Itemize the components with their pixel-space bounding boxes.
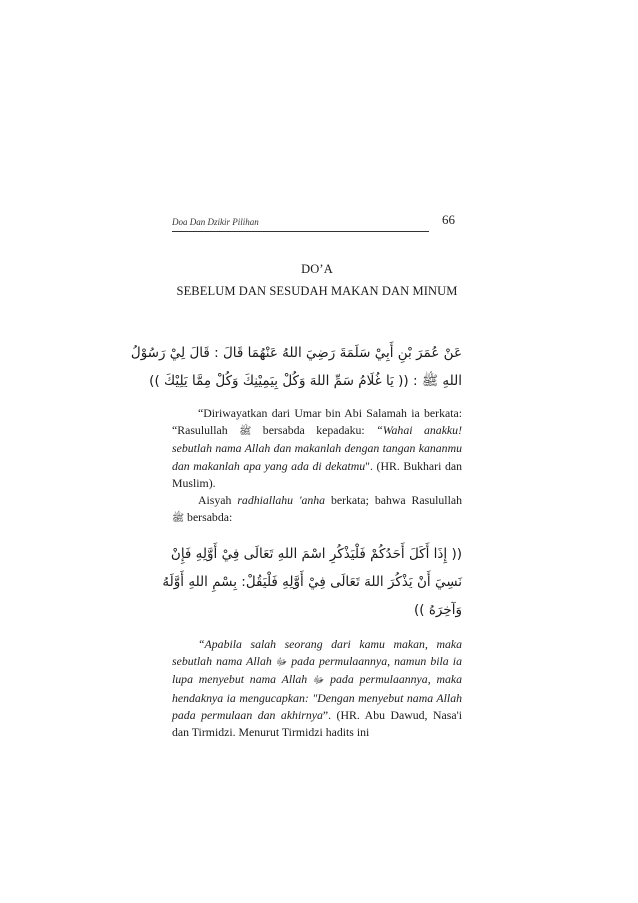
arabic-hadith1-line1: عَنْ عُمَرَ بْنِ أَبِيْ سَلَمَةَ رَضِيَ اللهُ عَنْهُمَا قَالَ : قَالَ لِيْ رَسُوْلُ xyxy=(130,345,462,361)
intro-text: Aisyah xyxy=(198,493,238,507)
hadith2-translation xyxy=(172,636,462,741)
page-number: 66 xyxy=(442,212,455,227)
section-title-line2: SEBELUM DAN SESUDAH MAKAN DAN MINUM xyxy=(176,284,458,298)
translation-source: ”. (HR. Abu Dawud, Nasa'i dan Tirmidzi. Menurut Tirmidzi hadits ini xyxy=(172,707,463,740)
translation-text: pada permulaannya, namun bila ia lupa menyebut nama Allah xyxy=(172,654,462,687)
arabic-hadith1-line2: اللهِ ﷺ : (( يَا غُلَامُ سَمِّ اللهَ وَكُلْ بِيَمِيْنِكَ وَكُلْ مِمَّا يَلِيْكَ )) xyxy=(149,373,462,389)
intro-text: berkata; bahwa Rasulullah xyxy=(325,493,462,507)
translation-text: “Apabila salah seorang dari kamu makan, maka sebutlah nama Allah xyxy=(172,637,462,669)
saw-honorific-icon: ﷺ xyxy=(239,426,252,438)
swt-honorific-icon: ﷻ xyxy=(313,675,325,687)
translation-quote: “Wahai anakku! sebutlah nama Allah dan makanlah dengan tangan kananmu dan makanlah apa yang ada di dekatmu xyxy=(172,423,462,473)
arabic-hadith2-line3: وَآخِرَهُ )) xyxy=(414,602,462,618)
swt-honorific-icon: ﷻ xyxy=(275,657,288,669)
translation-text: pada permulaannya, maka hendaknya ia mengucapkan: "Dengan menyebut nama Allah pada permulaan dan akhirnya xyxy=(172,672,463,722)
running-title: Doa Dan Dzikir Pilihan xyxy=(172,217,259,227)
intro-honorific-text: radhiallahu 'anha xyxy=(237,493,326,507)
translation-text: bersabda kepadaku: xyxy=(251,423,377,438)
hadith2-intro xyxy=(172,492,462,527)
arabic-hadith2-line2: نَسِيَ أَنْ يَذْكُرَ اللهَ تَعَالَى فِيْ أَوَّلِهِ فَلْيَقُلْ: بِسْمِ اللهِ أَوَّلَهُ xyxy=(162,574,462,590)
section-title-line1: DO’A xyxy=(301,262,333,276)
page-header xyxy=(172,212,472,232)
hadith1-translation xyxy=(172,405,462,492)
translation-source: ". (HR. Bukhari dan Muslim). xyxy=(172,458,462,490)
header-rule xyxy=(172,231,429,232)
intro-text: bersabda: xyxy=(184,510,233,525)
translation-text: “Diriwayatkan dari Umar bin Abi Salamah ia berkata: “Rasulullah xyxy=(172,406,462,438)
saw-honorific-icon: ﷺ xyxy=(172,513,185,525)
arabic-hadith2-line1: (( إِذَا أَكَلَ أَحَدُكُمْ فَلْيَذْكُرِ اسْمَ اللهِ تَعَالَى فِيْ أَوَّلِهِ فَإِنْ xyxy=(170,546,462,562)
